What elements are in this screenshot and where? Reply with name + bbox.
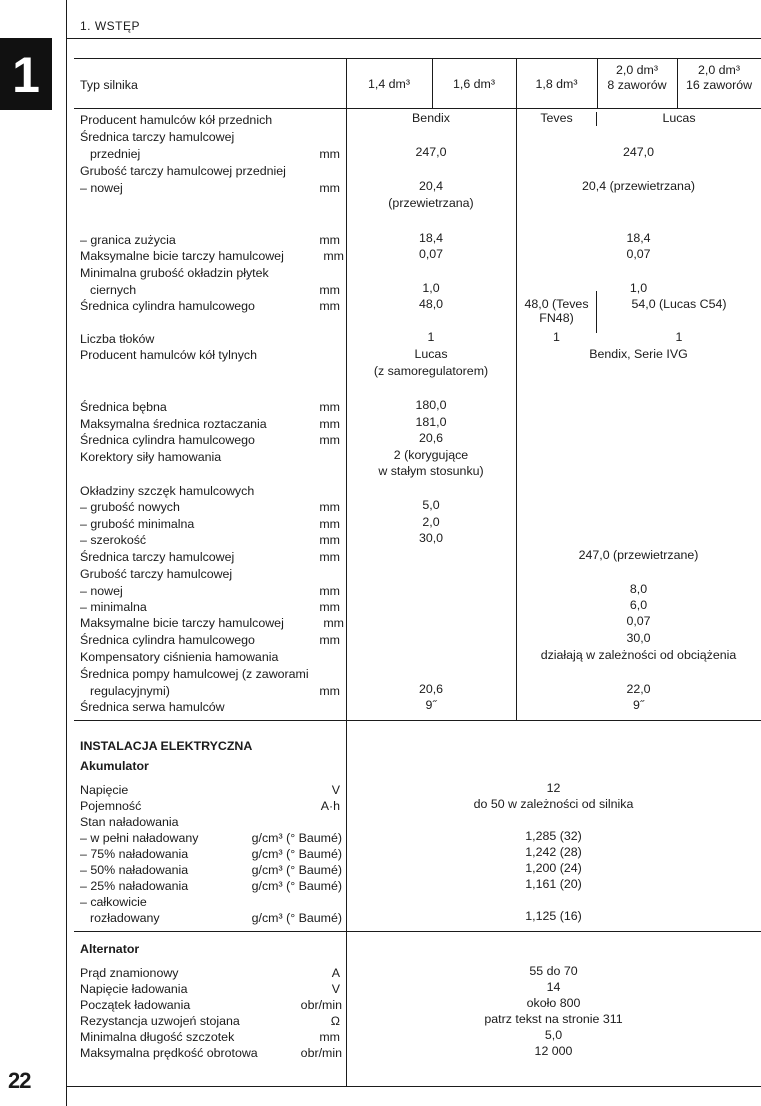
pad-thickness-v2: 1,0 xyxy=(629,281,648,295)
section-rule xyxy=(66,38,761,39)
max-rpm-value: 12 000 xyxy=(534,1044,573,1058)
header-col-4a: 2,0 dm³ xyxy=(615,63,658,77)
front-disc-diameter-label-2: przedniej xyxy=(90,147,141,161)
charge-empty-label-2: rozładowany xyxy=(90,911,160,925)
front-cylinder-v3: 54,0 (Lucas C54) xyxy=(631,297,727,311)
master-cylinder-label: Średnica pompy hamulcowej (z zaworami xyxy=(80,667,309,681)
servo-diameter-v1: 9˝ xyxy=(425,698,437,712)
shoe-min-unit: mm xyxy=(319,517,340,531)
runout-label: Maksymalne bicie tarczy hamulcowej xyxy=(80,249,284,263)
charge-75-label: – 75% naładowania xyxy=(80,847,189,861)
header-col-1: 1,4 dm³ xyxy=(367,77,410,91)
rear-disc-min-unit: mm xyxy=(319,600,340,614)
charge-full-label: – w pełni naładowany xyxy=(80,831,199,845)
front-disc-diameter-v1: 247,0 xyxy=(415,145,447,159)
master-cylinder-label-2: regulacyjnymi) xyxy=(90,684,170,698)
brush-length-unit: mm xyxy=(319,1030,340,1044)
front-disc-thickness-label: Grubość tarczy hamulcowej przedniej xyxy=(80,164,286,178)
charge-voltage-value: 14 xyxy=(546,980,561,994)
rear-disc-diameter-unit: mm xyxy=(319,550,340,564)
shoe-min-v1: 2,0 xyxy=(422,515,440,529)
pistons-v2: 1 xyxy=(553,330,560,344)
master-cylinder-v2: 22,0 xyxy=(626,682,651,696)
rated-current-value: 55 do 70 xyxy=(529,964,578,978)
battery-title: Akumulator xyxy=(80,759,149,773)
rear-cylinder-unit: mm xyxy=(319,433,340,447)
brush-length-label: Minimalna długość szczotek xyxy=(80,1030,235,1044)
rear-cylinder-v1: 20,6 xyxy=(418,431,444,445)
max-bore-v1: 181,0 xyxy=(415,415,447,429)
runout-unit: mm xyxy=(323,249,344,263)
charge-voltage-unit: V xyxy=(331,982,340,996)
rear-disc-cylinder-unit: mm xyxy=(319,633,340,647)
front-cylinder-v2b: FN48) xyxy=(539,311,574,325)
shoe-width-unit: mm xyxy=(319,533,340,547)
rear-cylinder-label: Średnica cylindra hamulcowego xyxy=(80,433,255,447)
header-col-5b: 16 zaworów xyxy=(685,78,753,92)
front-brake-maker-v3: Lucas xyxy=(662,111,696,125)
pad-thickness-v1: 1,0 xyxy=(422,281,440,295)
charge-empty-unit: g/cm³ (° Baumé) xyxy=(251,911,342,925)
header-bottom-rule xyxy=(74,108,761,109)
rear-disc-diameter-label: Średnica tarczy hamulcowej xyxy=(80,550,235,564)
drum-diameter-unit: mm xyxy=(319,400,340,414)
rear-disc-new-v2: 8,0 xyxy=(629,582,648,596)
charge-full-unit: g/cm³ (° Baumé) xyxy=(251,831,342,845)
front-disc-diameter-label: Średnica tarczy hamulcowej xyxy=(80,130,235,144)
wear-limit-v2: 18,4 xyxy=(626,231,651,245)
front-disc-thickness-v2: 20,4 (przewietrzana) xyxy=(582,179,695,193)
pistons-label: Liczba tłoków xyxy=(80,332,155,346)
pistons-v3: 1 xyxy=(675,330,683,344)
drum-diameter-label: Średnica bębna xyxy=(80,400,167,414)
battery-voltage-unit: V xyxy=(331,783,340,797)
charge-50-value: 1,200 (24) xyxy=(525,861,582,875)
max-bore-label: Maksymalna średnica roztaczania xyxy=(80,417,267,431)
brush-length-value: 5,0 xyxy=(544,1028,563,1042)
charge-empty-value: 1,125 (16) xyxy=(525,909,582,923)
max-rpm-label: Maksymalna prędkość obrotowa xyxy=(80,1046,258,1060)
charge-25-value: 1,161 (20) xyxy=(525,877,582,891)
servo-diameter-v2: 9˝ xyxy=(632,698,645,712)
front-disc-thickness-v1: 20,4 xyxy=(418,179,444,193)
rated-current-label: Prąd znamionowy xyxy=(80,966,179,980)
rear-brake-maker-v1b: (z samoregulatorem) xyxy=(373,364,489,378)
charge-25-unit: g/cm³ (° Baumé) xyxy=(251,879,342,893)
charge-start-label: Początek ładowania xyxy=(80,998,191,1012)
page-number: 22 xyxy=(8,1068,31,1093)
max-bore-unit: mm xyxy=(319,417,340,431)
rear-disc-cylinder-label: Średnica cylindra hamulcowego xyxy=(80,633,255,647)
shoe-new-v1: 5,0 xyxy=(422,498,440,512)
header-engine-type: Typ silnika xyxy=(80,78,138,92)
header-col-2: 1,6 dm³ xyxy=(452,77,495,91)
shoe-width-label: – szerokość xyxy=(80,533,147,547)
header-col-5a: 2,0 dm³ xyxy=(697,63,740,77)
electrical-title: INSTALACJA ELEKTRYCZNA xyxy=(80,739,253,753)
shoe-min-label: – grubość minimalna xyxy=(80,517,195,531)
page-bottom-rule xyxy=(66,1086,761,1087)
front-disc-diameter-unit: mm xyxy=(319,147,340,161)
charge-75-unit: g/cm³ (° Baumé) xyxy=(251,847,342,861)
servo-diameter-label: Średnica serwa hamulców xyxy=(80,700,225,714)
alternator-title: Alternator xyxy=(80,942,140,956)
wear-limit-label: – granica zużycia xyxy=(80,233,176,247)
front-brake-maker-label: Producent hamulców kół przednich xyxy=(80,113,273,127)
pistons-v1: 1 xyxy=(427,330,435,344)
wear-limit-unit: mm xyxy=(319,233,340,247)
battery-capacity-value: do 50 w zależności od silnika xyxy=(473,797,634,811)
battery-capacity-label: Pojemność xyxy=(80,799,142,813)
stator-resistance-value: patrz tekst na stronie 311 xyxy=(484,1012,623,1026)
front-cylinder-unit: mm xyxy=(319,299,340,313)
rear-brake-maker-v2: Bendix, Serie IVG xyxy=(589,347,688,361)
rear-brake-maker-v1: Lucas xyxy=(414,347,448,361)
rear-disc-min-v2: 6,0 xyxy=(629,598,648,612)
front-cylinder-label: Średnica cylindra hamulcowego xyxy=(80,299,255,313)
rear-runout-label: Maksymalne bicie tarczy hamulcowej xyxy=(80,616,284,630)
runout-v1: 0,07 xyxy=(418,247,444,261)
table-top-rule xyxy=(74,58,761,59)
pad-thickness-label: Minimalna grubość okładzin płytek xyxy=(80,266,269,280)
rear-disc-diameter-v2: 247,0 (przewietrzane) xyxy=(578,548,699,562)
stator-resistance-unit: Ω xyxy=(330,1014,340,1028)
max-rpm-unit: obr/min xyxy=(300,1046,342,1060)
page-left-rule xyxy=(66,0,67,1106)
charge-50-label: – 50% naładowania xyxy=(80,863,189,877)
pad-thickness-label-2: ciernych xyxy=(90,283,137,297)
battery-voltage-value: 12 xyxy=(546,781,561,795)
shoe-width-v1: 30,0 xyxy=(418,531,444,545)
master-cylinder-v1: 20,6 xyxy=(418,682,444,696)
charge-75-value: 1,242 (28) xyxy=(525,845,582,859)
rear-disc-new-unit: mm xyxy=(319,584,340,598)
pad-thickness-unit: mm xyxy=(319,283,340,297)
charge-voltage-label: Napięcie ładowania xyxy=(80,982,188,996)
shoe-lining-label: Okładziny szczęk hamulcowych xyxy=(80,484,255,498)
rear-disc-cylinder-v2: 30,0 xyxy=(626,631,651,645)
front-brake-maker-v2: Teves xyxy=(540,111,573,125)
front-disc-thickness-unit: mm xyxy=(319,181,340,195)
rear-disc-thickness-label: Grubość tarczy hamulcowej xyxy=(80,567,233,581)
charge-start-unit: obr/min xyxy=(300,998,342,1012)
pressure-compensator-v2: działają w zależności od obciążenia xyxy=(540,648,737,662)
front-cylinder-v2a: 48,0 (Teves xyxy=(524,297,589,311)
battery-bottom-rule xyxy=(74,931,761,932)
master-cylinder-unit: mm xyxy=(319,684,340,698)
brakes-bottom-rule xyxy=(74,720,761,721)
front-disc-thickness-label-2: – nowej xyxy=(80,181,123,195)
rear-brake-maker-label: Producent hamulców kół tylnych xyxy=(80,348,257,362)
runout-v2: 0,07 xyxy=(626,247,651,261)
shoe-new-unit: mm xyxy=(319,500,340,514)
brake-corrector-label: Korektory siły hamowania xyxy=(80,450,222,464)
brake-corrector-v1b: w stałym stosunku) xyxy=(378,464,484,478)
rear-runout-v2: 0,07 xyxy=(626,614,651,628)
stator-resistance-label: Rezystancja uzwojeń stojana xyxy=(80,1014,240,1028)
header-col-4b: 8 zaworów xyxy=(607,78,667,92)
rated-current-unit: A xyxy=(331,966,340,980)
charge-50-unit: g/cm³ (° Baumé) xyxy=(251,863,342,877)
rear-disc-min-label: – minimalna xyxy=(80,600,147,614)
table-divider xyxy=(346,58,347,1086)
battery-capacity-unit: A·h xyxy=(320,799,340,813)
charge-empty-label: – całkowicie xyxy=(80,895,147,909)
brake-corrector-v1: 2 (korygujące xyxy=(393,448,469,462)
front-disc-thickness-v1b: (przewietrzana) xyxy=(388,196,474,210)
charge-start-value: około 800 xyxy=(526,996,581,1010)
shoe-new-label: – grubość nowych xyxy=(80,500,180,514)
wear-limit-v1: 18,4 xyxy=(418,231,444,245)
section-title: 1. WSTĘP xyxy=(80,19,141,33)
rear-runout-unit: mm xyxy=(323,616,344,630)
battery-voltage-label: Napięcie xyxy=(80,783,129,797)
charge-full-value: 1,285 (32) xyxy=(525,829,582,843)
pressure-compensator-label: Kompensatory ciśnienia hamowania xyxy=(80,650,279,664)
header-col-3: 1,8 dm³ xyxy=(535,77,578,91)
front-brake-maker-v1: Bendix xyxy=(412,111,450,125)
chapter-tab-number: 1 xyxy=(12,47,40,103)
rear-disc-new-label: – nowej xyxy=(80,584,123,598)
charge-25-label: – 25% naładowania xyxy=(80,879,189,893)
front-disc-diameter-v2: 247,0 xyxy=(622,145,654,159)
front-cylinder-v1: 48,0 xyxy=(418,297,444,311)
drum-diameter-v1: 180,0 xyxy=(415,398,447,412)
charge-state-label: Stan naładowania xyxy=(80,815,179,829)
